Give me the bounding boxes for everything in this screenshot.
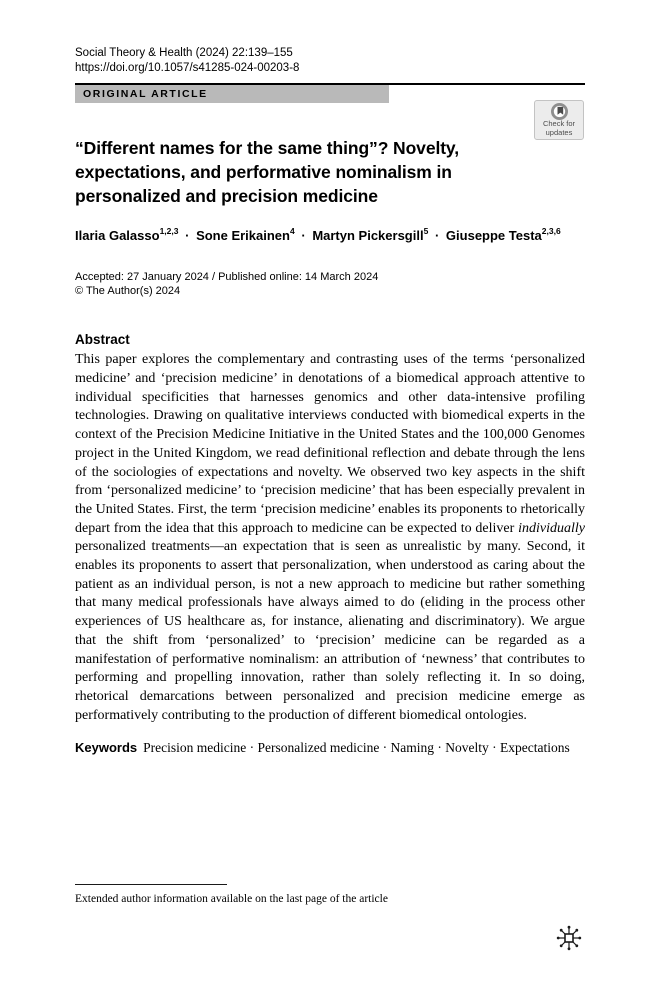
check-for-updates-badge[interactable] — [534, 100, 584, 140]
springer-snowflake-logo — [555, 924, 583, 952]
keywords-label: Keywords — [75, 740, 138, 756]
author-name: Ilaria Galasso$^{1,2,3}$ — [75, 226, 179, 244]
author-name: Martyn Pickersgill$^5$ — [312, 226, 429, 244]
doi-link[interactable]: https://doi.org/10.1057/s41285-024-00203-8 — [75, 62, 300, 74]
keywords-section — [75, 738, 585, 758]
author-affiliation-sup: 2,3,6 — [541, 226, 561, 236]
author-separator: · — [434, 228, 440, 244]
footnote-text: Extended author information available on the last page of the article — [75, 893, 388, 905]
abstract-text: This paper explores the complementary and contrasting uses of the terms ‘personalized medicine’ and ‘precision medicine’ in denotations of a biomedical approach attentive to individual specificities that harnesses genomics and other data-intensive profiling technologies. Drawing on qualitative interviews conducted with biomedical experts in the context of the Precision Medicine Initiative in the United States and the 100,000 Genomes project in the United Kingdom, we read definitional reflection and debate through the lens of the sociologies of expectations and novelty. We observed two key aspects in the shift from ‘personalized medicine’ to ‘precision medicine’ that has been especially prevalent in the United States. First, the term ‘precision medicine’ enables its proponents to rhetorically depart from the idea that this approach to medicine can be expected to deliver individually personalized treatments—an expectation that is seen as unrealistic by many. Second, it enables its proponents to assert that personalization, when understood as caring about the patient as an individual person, is not a new approach to medicine but rather something that many medical professionals have always aimed to do (eliding in the process other experiences of US healthcare as, for instance, alienating and discriminatory). We argue that the shift from ‘personalized’ to ‘precision’ medicine can be regarded as a manifestation of performative nominalism: an attribution of ‘newness’ that contributes to performing and propelling innovation, rather than solely reflecting it. In so doing, rhetorical demarcations between personalized and precision medicine emerge as performatively contributing to the production of different biomedical ontologies. — [75, 352, 585, 723]
keywords-list: Precision medicine · Personalized medicine · Naming · Novelty · Expectations — [143, 740, 570, 756]
author-separator: · — [185, 228, 190, 244]
accepted-published-line: Accepted: 27 January 2024 / Published online: 14 March 2024 — [75, 271, 379, 284]
crossmark-icon — [551, 103, 568, 120]
author-name: Giuseppe Testa$^{2,3,6}$ — [445, 226, 561, 244]
author-list — [75, 227, 585, 243]
footnote-section — [75, 884, 585, 906]
crossmark-label-line2: updates — [545, 127, 573, 137]
abstract-section — [75, 332, 585, 725]
author-separator: · — [301, 228, 306, 244]
abstract-italic-word: individually — [518, 520, 585, 536]
author-affiliation-sup: 4 — [289, 226, 295, 236]
author-name: Sone Erikainen$^4$ — [196, 226, 295, 244]
copyright-line: © The Author(s) 2024 — [75, 285, 181, 298]
abstract-heading: Abstract — [75, 332, 130, 348]
journal-citation: Social Theory & Health (2024) 22:139–155 — [75, 47, 293, 59]
author-affiliation-sup: 1,2,3 — [159, 226, 179, 236]
author-affiliation-sup: 5 — [423, 226, 429, 236]
crossmark-label-line1: Check for — [542, 119, 576, 128]
article-type-banner: ORIGINAL ARTICLE — [75, 85, 389, 103]
article-title: “Different names for the same thing”? Novelty, expectations, and performative nominalism in personalized and precision medicine — [75, 138, 460, 206]
footnote-rule — [75, 884, 227, 885]
